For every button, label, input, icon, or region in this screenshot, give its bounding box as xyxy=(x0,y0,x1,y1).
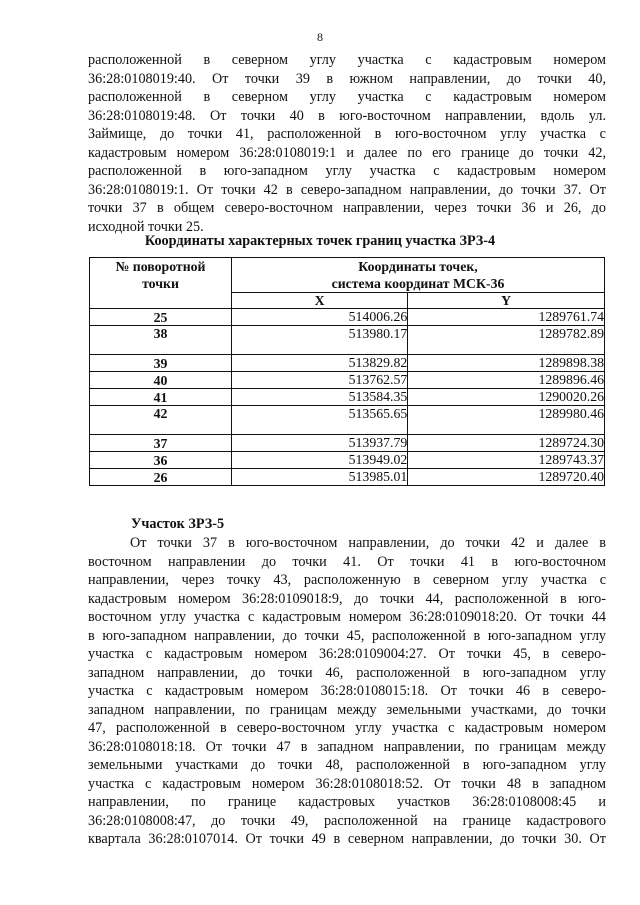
table-row xyxy=(90,469,605,486)
table-row xyxy=(90,452,605,469)
x-cell: 513584.35 xyxy=(232,389,408,406)
point-cell: 42 xyxy=(90,406,232,435)
header-coordinates xyxy=(232,258,605,293)
section-line: западном направлении, по границам между земельными участками, до точки xyxy=(88,701,606,718)
section-line: 36:28:0108018:18. От точки 47 в западном направлении, по границам между xyxy=(88,738,606,755)
y-cell: 1289743.37 xyxy=(408,452,605,469)
intro-line: расположенной в северном углу участка с кадастровым номером xyxy=(88,52,606,68)
y-cell: 1289761.74 xyxy=(408,309,605,326)
x-cell: 513829.82 xyxy=(232,355,408,372)
table-row xyxy=(90,389,605,406)
section-line: восточном углу участка с кадастровым номером 36:28:0109018:20. От точки 44 xyxy=(88,609,606,625)
section-title: Участок ЗРЗ-5 xyxy=(131,516,225,532)
section-line: участка с кадастровым номером 36:28:0109004:27. От точки 45, в северо- xyxy=(88,646,606,662)
intro-line: Займище, до точки 41, расположенной в юго-восточном углу участка с xyxy=(88,126,606,142)
page-number: 8 xyxy=(317,30,323,44)
header-x: X xyxy=(232,293,408,309)
table-row xyxy=(90,406,605,435)
point-cell: 40 xyxy=(90,372,232,389)
intro-line: расположенной в северном углу участка с кадастровым номером xyxy=(88,89,606,105)
table-row xyxy=(90,355,605,372)
intro-line: точки 37 в общем северо-восточном направлении, через точки 36 и 26, до xyxy=(88,200,606,216)
table-row xyxy=(90,372,605,389)
section-line: западном направлении, до точки 46, расположенной в юго-западном углу xyxy=(88,664,606,681)
section-line: участка с кадастровым номером 36:28:0108018:52. От точки 48 в западном xyxy=(88,775,606,792)
point-cell: 38 xyxy=(90,326,232,355)
x-cell: 513937.79 xyxy=(232,435,408,452)
section-line: участка с кадастровым номером 36:28:0108015:18. От точки 46 в северо- xyxy=(88,683,606,699)
section-line: в юго-западном направлении, до точки 45, расположенной в юго-западном углу xyxy=(88,627,606,644)
point-cell: 37 xyxy=(90,435,232,452)
intro-line: кадастровым номером 36:28:0108019:1 и далее по его границе до точки 42, xyxy=(88,144,606,161)
header-point-line1: № поворотной xyxy=(115,259,206,274)
section-line: направлении, через точку 43, расположенную в северном углу участка с xyxy=(88,572,606,588)
header-point-number xyxy=(90,258,232,309)
y-cell: 1289724.30 xyxy=(408,435,605,452)
x-cell: 514006.26 xyxy=(232,309,408,326)
section-line: направлении, по границе кадастровых участков 36:28:0108008:45 и xyxy=(88,794,606,810)
table-row xyxy=(90,326,605,355)
intro-line: расположенной в юго-западном углу участка с кадастровым номером xyxy=(88,163,606,179)
intro-line: исходной точки 25. xyxy=(88,218,204,235)
section-line: квартала 36:28:0107014. От точки 49 в северном направлении, до точки 30. От xyxy=(88,831,606,847)
intro-line: 36:28:0108019:48. От точки 40 в юго-восточном направлении, вдоль ул. xyxy=(88,107,606,124)
section-paragraph xyxy=(88,534,606,849)
point-cell: 39 xyxy=(90,355,232,372)
coordinates-table xyxy=(89,257,605,486)
point-cell: 25 xyxy=(90,309,232,326)
x-cell: 513762.57 xyxy=(232,372,408,389)
intro-line: 36:28:0108019:1. От точки 42 в северо-западном направлении, до точки 37. От xyxy=(88,181,606,198)
x-cell: 513565.65 xyxy=(232,406,408,435)
x-cell: 513949.02 xyxy=(232,452,408,469)
x-cell: 513985.01 xyxy=(232,469,408,486)
intro-line: 36:28:0108019:40. От точки 39 в южном направлении, до точки 40, xyxy=(88,70,606,87)
header-coords-line1: Координаты точек, xyxy=(358,259,478,274)
y-cell: 1289898.38 xyxy=(408,355,605,372)
section-line: От точки 37 в юго-восточном направлении, до точки 42 и далее в xyxy=(130,535,606,551)
y-cell: 1289720.40 xyxy=(408,469,605,486)
table-header-row xyxy=(90,258,605,293)
section-line: земельными участками до точки 48, расположенной в юго-западном углу xyxy=(88,757,606,773)
section-line: 47, расположенной в северо-восточном углу участка с кадастровым номером xyxy=(88,720,606,736)
y-cell: 1289896.46 xyxy=(408,372,605,389)
point-cell: 41 xyxy=(90,389,232,406)
x-cell: 513980.17 xyxy=(232,326,408,355)
section-line: восточном направлении до точки 41. От точки 41 в юго-восточном xyxy=(88,553,606,570)
header-point-line2: точки xyxy=(142,276,179,291)
point-cell: 36 xyxy=(90,452,232,469)
header-y: Y xyxy=(408,293,605,309)
y-cell: 1290020.26 xyxy=(408,389,605,406)
table-row xyxy=(90,309,605,326)
section-line: кадастровым номером 36:28:0109018:9, до точки 44, расположенной в юго- xyxy=(88,590,606,607)
y-cell: 1289782.89 xyxy=(408,326,605,355)
table-title: Координаты характерных точек границ участка ЗРЗ-4 xyxy=(144,233,496,249)
table-row xyxy=(90,435,605,452)
y-cell: 1289980.46 xyxy=(408,406,605,435)
section-line: 36:28:0108008:47, до точки 49, расположенной на границе кадастрового xyxy=(88,812,606,829)
point-cell: 26 xyxy=(90,469,232,486)
header-coords-line2: система координат МСК-36 xyxy=(331,276,505,291)
intro-paragraph xyxy=(88,51,606,236)
